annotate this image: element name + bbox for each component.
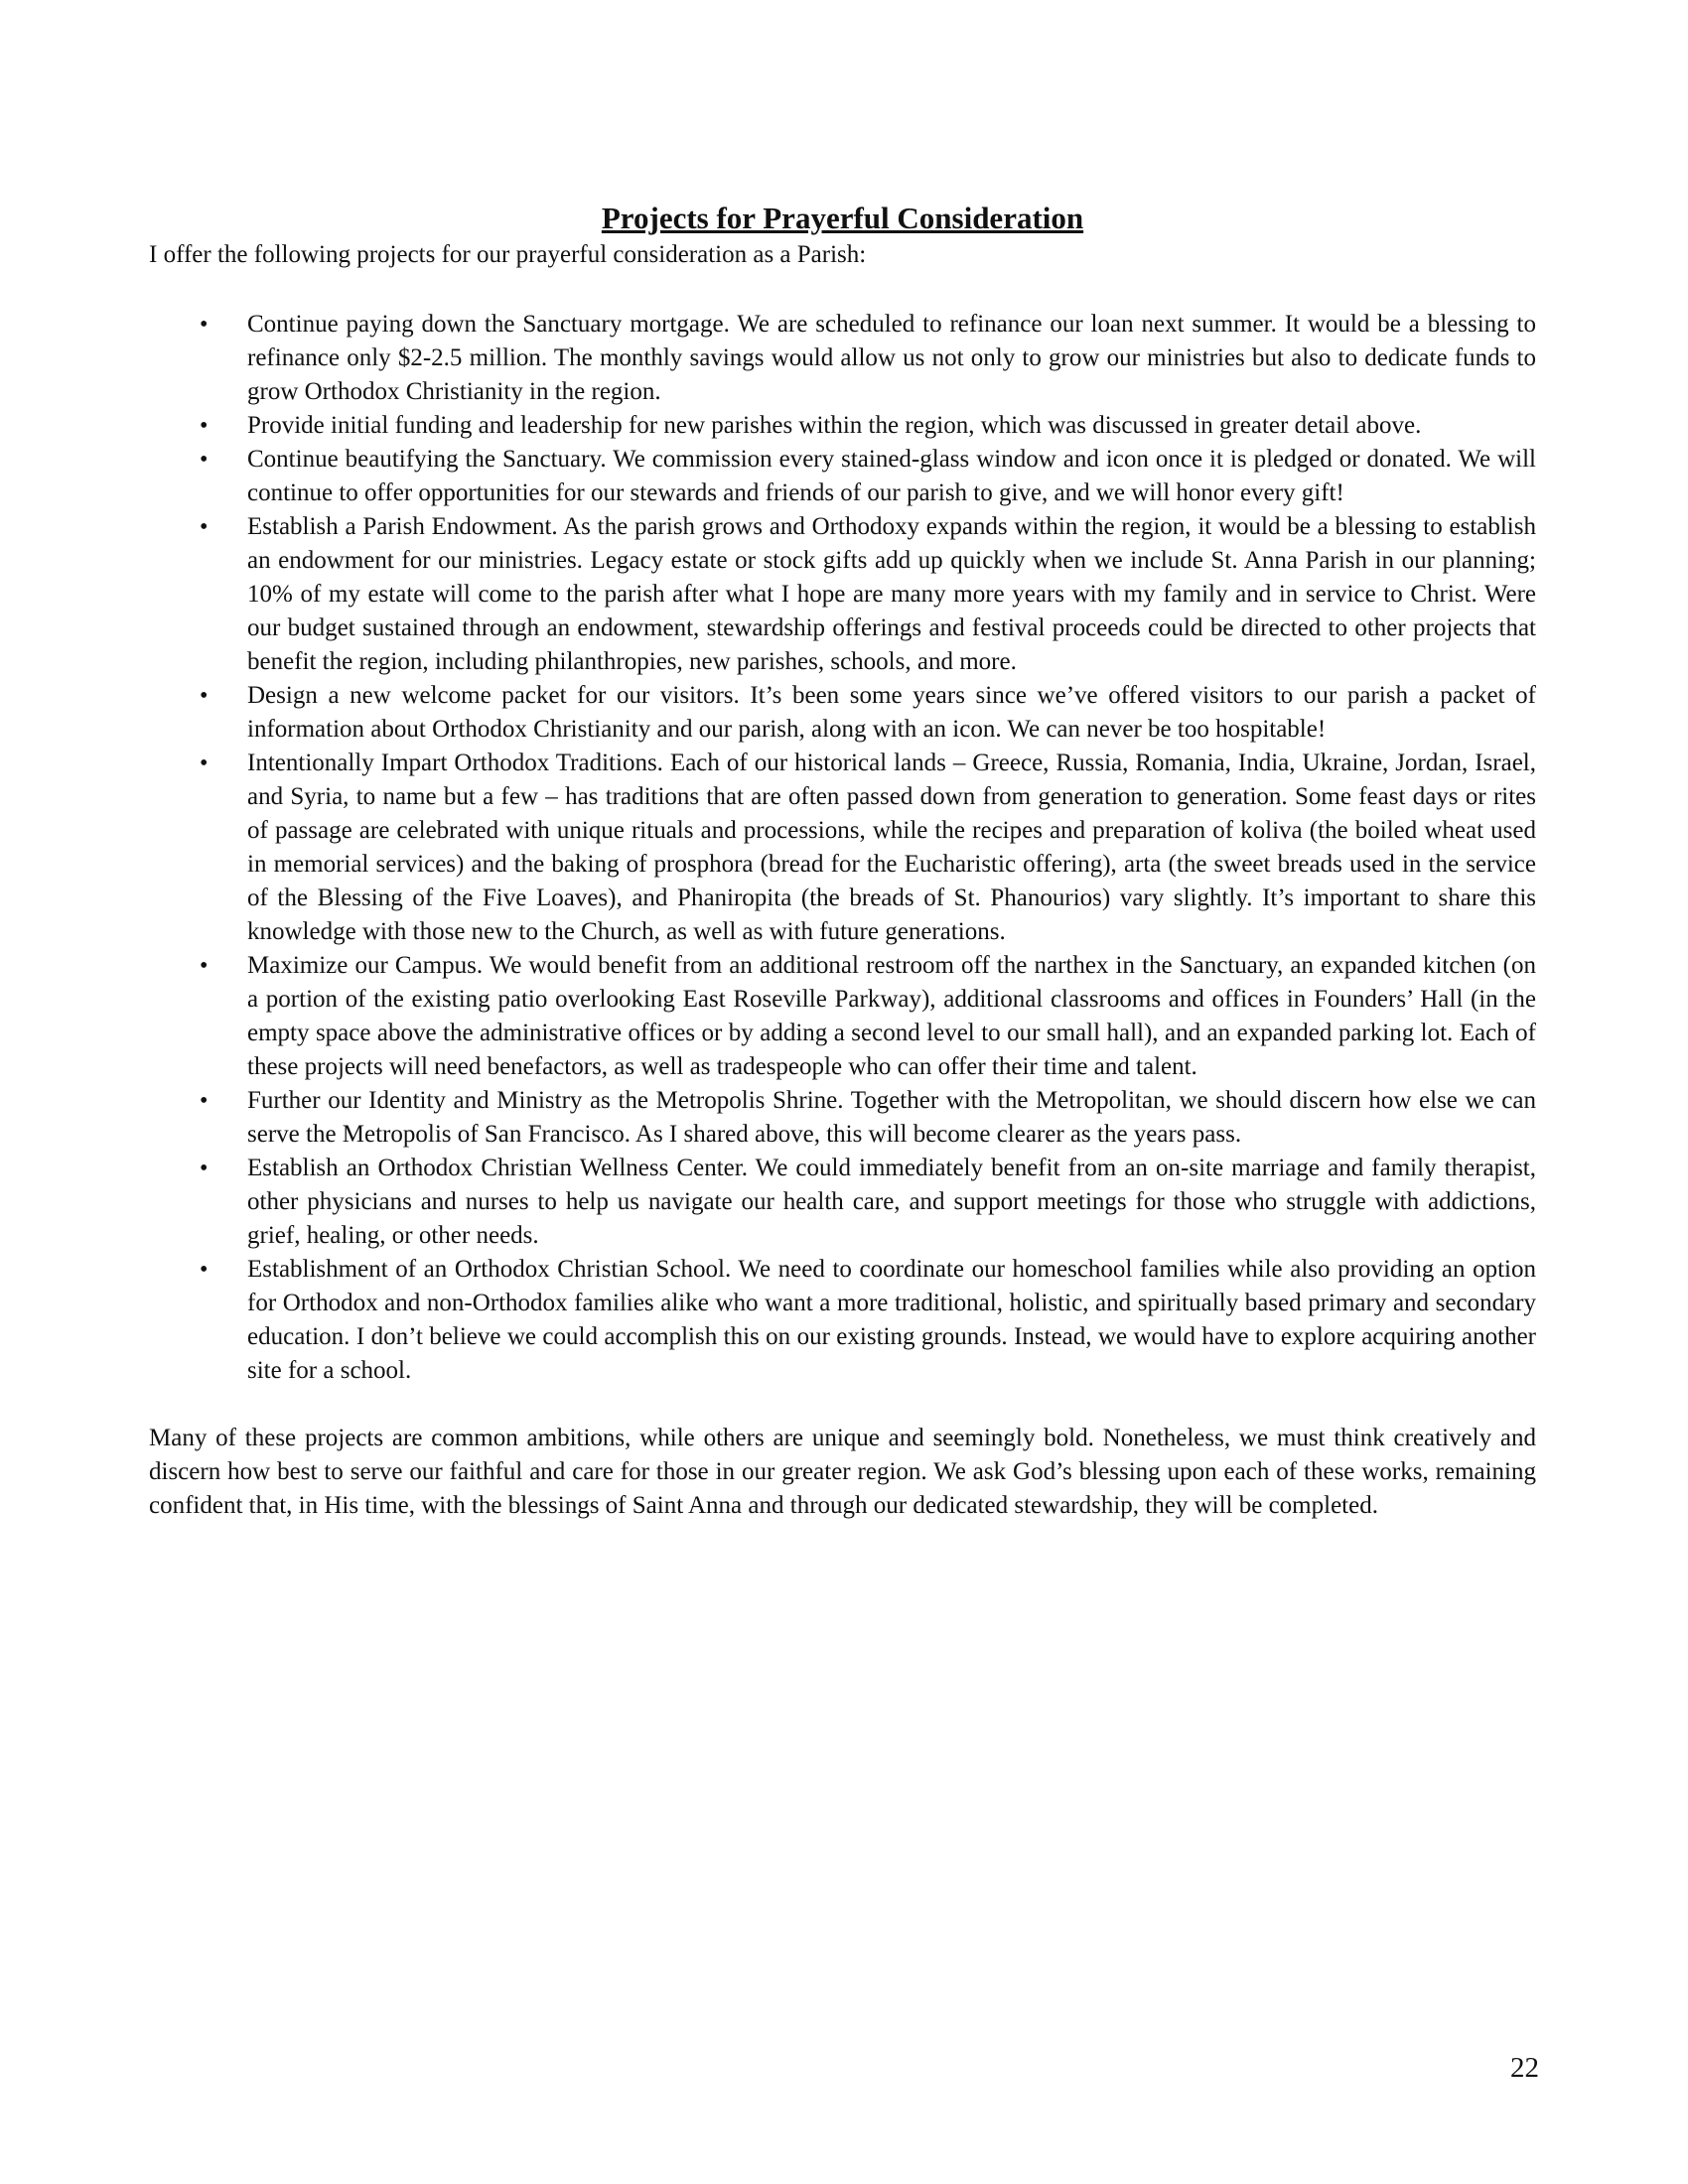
bullet-icon: •: [200, 413, 209, 439]
page-number: 22: [1510, 2052, 1539, 2084]
list-item-text: Establishment of an Orthodox Christian School. We need to coordinate our homeschool families while also providing an option for Orthodox and non-Orthodox families alike who want a more traditional, holistic, and spiritually based primary and secondary education. I don’t believe we could accomplish this on our existing grounds. Instead, we would have to explore acquiring another site for a school.: [247, 1256, 1536, 1384]
bullet-icon: •: [200, 514, 209, 540]
bullet-icon: •: [200, 1088, 209, 1114]
list-item-text: Establish an Orthodox Christian Wellness Center. We could immediately benefit from an on-site marriage and family therapist, other physicians and nurses to help us navigate our health care, and support meetings for those who struggle with addictions, grief, healing, or other needs.: [247, 1155, 1536, 1249]
list-item: [149, 747, 1536, 949]
list-item: [149, 949, 1536, 1084]
list-item: [149, 679, 1536, 747]
bullet-icon: •: [200, 1257, 209, 1283]
list-item: [149, 409, 1536, 443]
list-item-text: Continue paying down the Sanctuary mortgage. We are scheduled to refinance our loan next summer. It would be a blessing to refinance only $2-2.5 million. The monthly savings would allow us not only to grow our ministries but also to dedicate funds to grow Orthodox Christianity in the region.: [247, 311, 1536, 405]
list-item-text: Design a new welcome packet for our visitors. It’s been some years since we’ve offered visitors to our parish a packet of information about Orthodox Christianity and our parish, along with an icon. We can never be too hospitable!: [247, 682, 1536, 743]
bullet-icon: •: [200, 751, 209, 776]
list-item-text: Maximize our Campus. We would benefit from an additional restroom off the narthex in the Sanctuary, an expanded kitchen (on a portion of the existing patio overlooking East Roseville Parkway), additional classrooms and offices in Founders’ Hall (in the empty space above the administrative offices or by adding a second level to our small hall), and an expanded parking lot. Each of these projects will need benefactors, as well as tradespeople who can offer their time and talent.: [247, 952, 1536, 1080]
list-item: [149, 510, 1536, 679]
list-item-text: Intentionally Impart Orthodox Traditions. Each of our historical lands – Greece, Russia, Romania, India, Ukraine, Jordan, Israel, and Syria, to name but a few – has traditions that are often passed down from generation to generation. Some feast days or rites of passage are celebrated with unique rituals and processions, while the recipes and preparation of koliva (the boiled wheat used in memorial services) and the baking of prosphora (bread for the Eucharistic offering), arta (the sweet breads used in the service of the Blessing of the Five Loaves), and Phaniropita (the breads of St. Phanourios) vary slightly. It’s important to share this knowledge with those new to the Church, as well as with future generations.: [247, 750, 1536, 945]
page-title: Projects for Prayerful Consideration: [601, 201, 1084, 235]
bullet-icon: •: [200, 683, 209, 709]
list-item-text: Further our Identity and Ministry as the Metropolis Shrine. Together with the Metropolitan, we should discern how else we can serve the Metropolis of San Francisco. As I shared above, this will become clearer as the years pass.: [247, 1087, 1536, 1148]
list-item-text: Establish a Parish Endowment. As the parish grows and Orthodoxy expands within the region, it would be a blessing to establish an endowment for our ministries. Legacy estate or stock gifts add up quickly when we include St. Anna Parish in our planning; 10% of my estate will come to the parish after what I hope are many more years with my family and in service to Christ. Were our budget sustained through an endowment, stewardship offerings and festival proceeds could be directed to other projects that benefit the region, including philanthropies, new parishes, schools, and more.: [247, 513, 1536, 675]
intro-paragraph: I offer the following projects for our prayerful consideration as a Parish:: [149, 241, 867, 268]
document-page: [149, 199, 1536, 1523]
bullet-icon: •: [200, 1156, 209, 1181]
list-item-text: Provide initial funding and leadership for new parishes within the region, which was discussed in greater detail above.: [247, 412, 1422, 439]
list-item: [149, 1084, 1536, 1152]
list-item-text: Continue beautifying the Sanctuary. We commission every stained-glass window and icon once it is pledged or donated. We will continue to offer opportunities for our stewards and friends of our parish to give, and we will honor every gift!: [247, 446, 1536, 506]
list-item: [149, 308, 1536, 409]
projects-list: [149, 308, 1536, 1388]
bullet-icon: •: [200, 312, 209, 338]
bullet-icon: •: [200, 447, 209, 473]
bullet-icon: •: [200, 953, 209, 979]
list-item: [149, 443, 1536, 510]
closing-paragraph: Many of these projects are common ambitions, while others are unique and seemingly bold. Nonetheless, we must think creatively and discern how best to serve our faithful and care for those in our greater region. We ask God’s blessing upon each of these works, remaining confident that, in His time, with the blessings of Saint Anna and through our dedicated stewardship, they will be completed.: [149, 1425, 1536, 1519]
list-item: [149, 1152, 1536, 1253]
list-item: [149, 1253, 1536, 1388]
